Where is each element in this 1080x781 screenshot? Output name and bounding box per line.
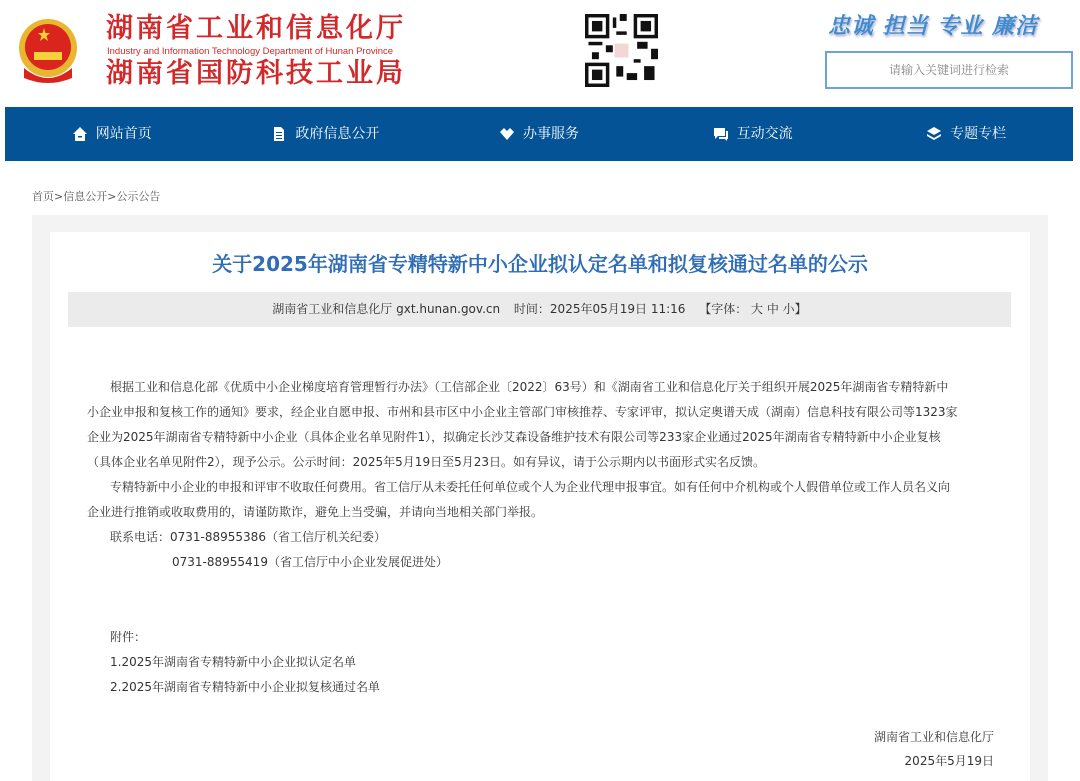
article-source: 湖南省工业和信息化厅 gxt.hunan.gov.cn: [272, 302, 501, 316]
publish-date: 2025年5月19日: [904, 754, 994, 768]
nav-label: 互动交流: [736, 126, 793, 142]
logo-title-en: Industry and Information Technology Department of Hunan Province: [107, 46, 394, 57]
font-size-control[interactable]: 【字体： 大 中 小】: [699, 302, 807, 316]
handshake-icon: [499, 126, 515, 142]
search-input[interactable]: 请输入关键词进行检索: [825, 51, 1073, 89]
qr-code: [585, 14, 658, 87]
main-nav: [5, 107, 1073, 161]
breadcrumb: [32, 190, 160, 204]
body-line: 专精特新中小企业的申报和评审不收取任何费用。省工信厅从未委托任何单位或个人为企业代理申报事宜。如有任何中介机构或个人假借单位或工作人员名义向: [110, 480, 951, 494]
nav-label: 政府信息公开: [295, 126, 380, 142]
breadcrumb-info[interactable]: 信息公开: [63, 190, 108, 203]
layers-icon: [926, 126, 942, 142]
nav-label: 网站首页: [95, 126, 152, 142]
contact-phone-2: 0731-88955419（省工信厅中小企业发展促进处）: [172, 555, 448, 569]
body-line: 根据工业和信息化部《优质中小企业梯度培育管理暂行办法》（工信部企业〔2022〕63号）和《湖南省工业和信息化厅关于组织开展2025年湖南省专精特新中: [110, 380, 949, 394]
article-meta: [68, 292, 1011, 327]
body-line: 小企业申报和复核工作的通知》要求，经企业自愿申报、市州和县市区中小企业主管部门审核推荐、专家评审，拟认定奥谱天成（湖南）信息科技有限公司等1323家: [87, 405, 958, 419]
nav-item-interaction[interactable]: [646, 107, 860, 161]
document-icon: [271, 126, 287, 142]
attachments-label: 附件：: [110, 630, 147, 644]
chat-icon: [713, 126, 729, 142]
logo-title-cn: 湖南省工业和信息化厅: [106, 13, 406, 44]
signature: 湖南省工业和信息化厅: [873, 730, 994, 744]
article-title: 关于2025年湖南省专精特新中小企业拟认定名单和拟复核通过名单的公示: [212, 252, 868, 276]
article-time: 时间：2025年05月19日 11:16: [513, 302, 686, 316]
body-line: （具体企业名单见附件2），现予公示。公示时间：2025年5月19日至5月23日。如有异议，请于公示期内以书面形式实名反馈。: [87, 455, 765, 469]
slogan: 忠诚 担当 专业 廉洁: [828, 14, 1038, 39]
national-emblem-logo: [16, 18, 80, 84]
body-line: 企业为2025年湖南省专精特新中小企业（具体企业名单见附件1），拟确定长沙艾森设备维护技术有限公司等233家企业通过2025年湖南省专精特新中小企业复核: [87, 430, 941, 444]
breadcrumb-home[interactable]: 首页: [32, 190, 54, 203]
attachment-link[interactable]: 2.2025年湖南省专精特新中小企业拟复核通过名单: [110, 680, 380, 694]
nav-label: 专题专栏: [950, 126, 1007, 142]
body-line: 企业进行推销或收取费用的，请谨防欺诈，避免上当受骗，并请向当地相关部门举报。: [87, 505, 544, 519]
breadcrumb-sep: >: [107, 190, 117, 203]
nav-item-home[interactable]: [5, 107, 219, 161]
contact-phone-1: 联系电话：0731-88955386（省工信厅机关纪委）: [110, 530, 386, 544]
attachment-link[interactable]: 1.2025年湖南省专精特新中小企业拟认定名单: [110, 655, 356, 669]
nav-item-services[interactable]: [432, 107, 646, 161]
breadcrumb-current[interactable]: 公示公告: [116, 190, 161, 203]
home-icon: [72, 126, 88, 142]
nav-item-topics[interactable]: [859, 107, 1073, 161]
nav-item-gov-info[interactable]: [219, 107, 433, 161]
nav-label: 办事服务: [522, 126, 579, 142]
breadcrumb-sep: >: [54, 190, 64, 203]
logo-subtitle-cn: 湖南省国防科技工业局: [106, 58, 406, 89]
